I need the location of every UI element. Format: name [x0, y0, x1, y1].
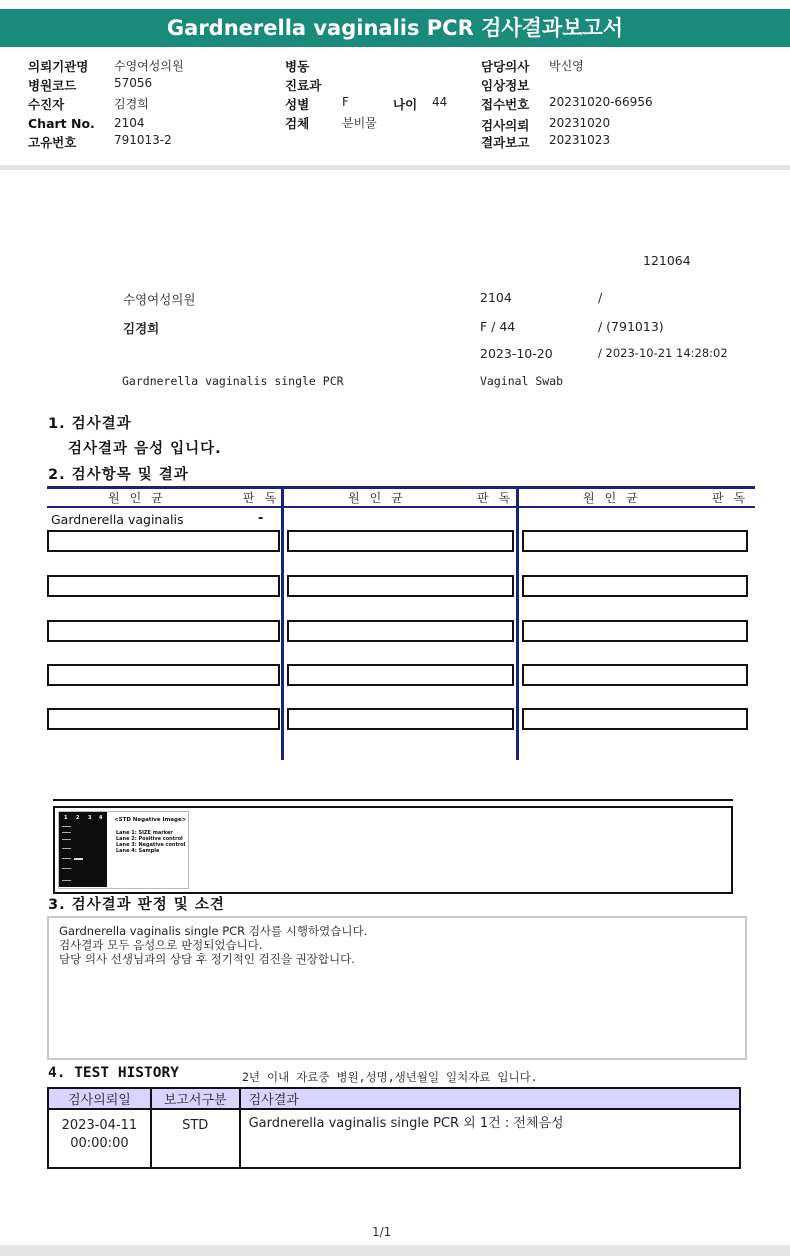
- specimen-label: 검체: [285, 116, 310, 131]
- history-type: STD: [151, 1109, 240, 1168]
- unique-id-label: 고유번호: [28, 135, 77, 150]
- result-box: [287, 708, 514, 730]
- request-date-value: 20231020: [549, 116, 611, 130]
- col-header-judgement-3: 판독: [712, 491, 756, 505]
- result-box: [522, 620, 748, 642]
- summary-patient-name: 김경희: [123, 321, 160, 336]
- result-box: [47, 620, 280, 642]
- col-header-organism-2: 원인균: [348, 491, 413, 505]
- history-note: 2년 이내 자료중 병원,성명,생년월일 일치자료 입니다.: [242, 1070, 538, 1084]
- organism-name: Gardnerella vaginalis: [51, 512, 184, 527]
- receipt-no-label: 접수번호: [481, 97, 530, 112]
- hospital-code-value: 57056: [114, 76, 153, 90]
- summary-chart-separator: /: [598, 290, 603, 305]
- history-time: 00:00:00: [70, 1136, 129, 1151]
- chart-no-label: Chart No.: [28, 116, 95, 131]
- table-row: [48, 1109, 740, 1168]
- gel-legend-3: Lane 3: Negative control: [116, 842, 186, 848]
- header-separator: [0, 165, 790, 170]
- history-result: Gardnerella vaginalis single PCR 외 1건 : 전체음성: [240, 1109, 740, 1168]
- patient-value: 김경희: [114, 97, 149, 111]
- gel-lane-2: 2: [76, 815, 80, 821]
- sex-label: 성별: [285, 97, 310, 112]
- section1-title: 1. 검사결과: [48, 416, 132, 432]
- result-box: [522, 530, 748, 552]
- history-header-row: [48, 1088, 740, 1109]
- hospital-code-label: 병원코드: [28, 78, 77, 93]
- clinic-name-label: 의뢰기관명: [28, 59, 89, 74]
- sex-value: F: [342, 95, 349, 109]
- history-table: [47, 1087, 741, 1169]
- summary-sex-age: F / 44: [480, 319, 516, 334]
- result-box: [47, 708, 280, 730]
- section1-result: 검사결과 음성 입니다.: [68, 441, 222, 457]
- footer-bar: [0, 1245, 790, 1256]
- history-header-type: 보고서구분: [151, 1088, 240, 1109]
- comment-line-1: Gardnerella vaginalis single PCR 검사를 시행하였습니다.: [59, 924, 368, 938]
- clinic-name-value: 수영여성의원: [114, 59, 184, 73]
- gel-lane-1: 1: [64, 815, 68, 821]
- section2-title: 2. 검사항목 및 결과: [48, 467, 189, 483]
- result-box: [287, 620, 514, 642]
- result-box: [287, 664, 514, 686]
- summary-request-date: 2023-10-20: [480, 346, 553, 361]
- result-box: [522, 708, 748, 730]
- gel-lane-4: 4: [99, 815, 103, 821]
- summary-specimen: Vaginal Swab: [480, 374, 564, 388]
- gel-legend-1: Lane 1: SIZE marker: [116, 830, 173, 836]
- comment-line-2: 검사결과 모두 음성으로 판정되었습니다.: [59, 938, 263, 952]
- gel-caption: <STD Negative Image>: [114, 817, 187, 823]
- gel-top-rule: [53, 799, 733, 801]
- summary-report-datetime: / 2023-10-21 14:28:02: [598, 346, 728, 360]
- result-box: [287, 530, 514, 552]
- section3-title: 3. 검사결과 판정 및 소견: [48, 897, 225, 913]
- result-grid-divider-1: [281, 486, 284, 760]
- gel-lane-3: 3: [88, 815, 92, 821]
- summary-chart: 2104: [480, 290, 512, 305]
- patient-label: 수진자: [28, 97, 65, 112]
- report-code: 121064: [643, 253, 691, 268]
- receipt-no-value: 20231020-66956: [549, 95, 653, 109]
- age-label: 나이: [393, 97, 418, 112]
- summary-birth: / (791013): [598, 319, 664, 334]
- history-date-cell: [48, 1109, 151, 1168]
- history-header-date: 검사의뢰일: [48, 1088, 151, 1109]
- result-box: [47, 664, 280, 686]
- col-header-organism-3: 원인균: [583, 491, 648, 505]
- chart-no-value: 2104: [114, 116, 145, 130]
- gel-legend-4: Lane 4: Sample: [116, 848, 160, 854]
- doctor-label: 담당의사: [481, 59, 530, 74]
- report-date-label: 결과보고: [481, 135, 530, 150]
- summary-test-name: Gardnerella vaginalis single PCR: [122, 374, 344, 388]
- organism-result: -: [258, 511, 264, 526]
- result-box: [522, 575, 748, 597]
- history-header-result: 검사결과: [240, 1088, 740, 1109]
- summary-clinic: 수영여성의원: [123, 292, 196, 307]
- gel-electrophoresis-image: [59, 812, 107, 887]
- department-label: 진료과: [285, 78, 322, 93]
- history-date: 2023-04-11: [61, 1118, 138, 1133]
- section4-title: 4. TEST HISTORY: [48, 1065, 179, 1081]
- doctor-value: 박신영: [549, 59, 584, 73]
- report-date-value: 20231023: [549, 133, 611, 147]
- result-box: [47, 530, 280, 552]
- gel-legend-2: Lane 2: Positive control: [116, 836, 183, 842]
- result-grid-divider-2: [516, 486, 519, 760]
- unique-id-value: 791013-2: [114, 133, 172, 147]
- comment-line-3: 담당 의사 선생님과의 상담 후 정기적인 검진을 권장합니다.: [59, 952, 355, 966]
- col-header-organism-1: 원인균: [108, 491, 173, 505]
- page-number: 1/1: [372, 1225, 392, 1239]
- col-header-judgement-1: 판독: [243, 491, 287, 505]
- comment-box: [47, 916, 747, 1060]
- report-title: Gardnerella vaginalis PCR 검사결과보고서: [0, 9, 790, 47]
- request-date-label: 검사의뢰: [481, 118, 530, 133]
- specimen-value: 분비물: [342, 116, 377, 130]
- col-header-judgement-2: 판독: [477, 491, 521, 505]
- result-grid-header-rule: [47, 506, 755, 508]
- result-box: [287, 575, 514, 597]
- result-box: [47, 575, 280, 597]
- ward-label: 병동: [285, 59, 310, 74]
- age-value: 44: [432, 95, 448, 109]
- clinical-info-label: 임상정보: [481, 78, 530, 93]
- result-box: [522, 664, 748, 686]
